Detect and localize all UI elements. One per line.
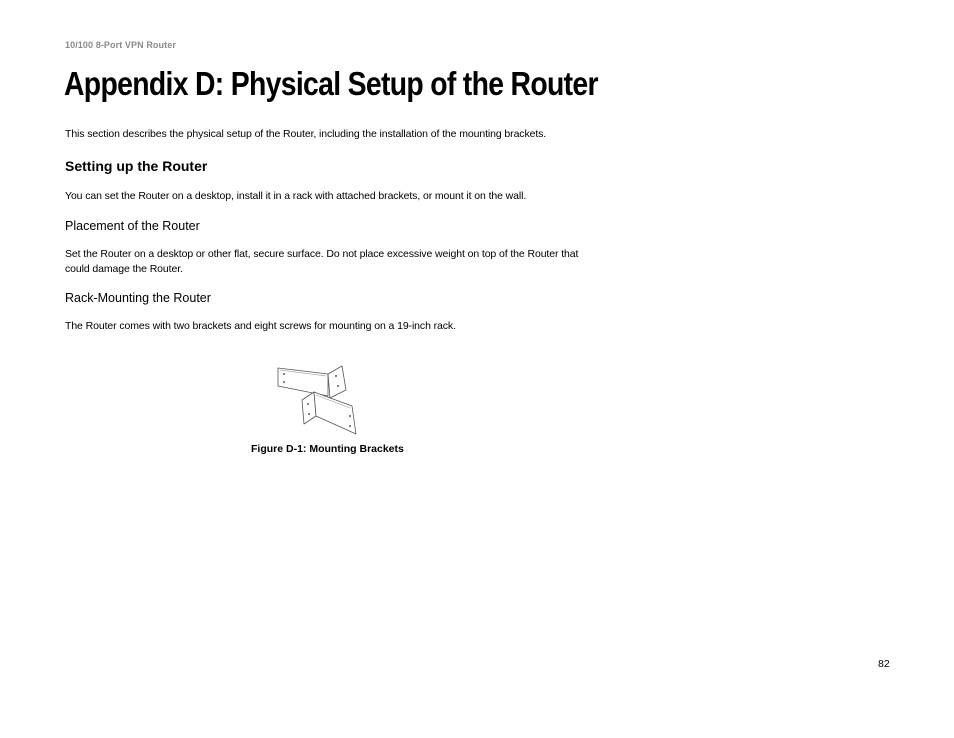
mounting-brackets-illustration (270, 362, 370, 442)
figure-caption: Figure D-1: Mounting Brackets (251, 443, 404, 455)
placement-paragraph (65, 247, 578, 277)
page-number: 82 (878, 658, 890, 670)
subheading-placement: Placement of the Router (65, 219, 200, 233)
setting-up-paragraph: You can set the Router on a desktop, install it in a rack with attached brackets, or mount it on the wall. (65, 190, 527, 202)
mounting-brackets-figure (270, 362, 370, 442)
subheading-rack-mounting: Rack-Mounting the Router (65, 291, 211, 305)
placement-line-2: could damage the Router. (65, 263, 183, 275)
section-heading-setting-up: Setting up the Router (65, 158, 208, 174)
page-title: Appendix D: Physical Setup of the Router (64, 65, 598, 102)
rack-mounting-paragraph: The Router comes with two brackets and eight screws for mounting on a 19-inch rack. (65, 320, 456, 332)
running-header: 10/100 8-Port VPN Router (65, 40, 176, 50)
intro-paragraph: This section describes the physical setup of the Router, including the installation of the mounting brackets. (65, 128, 547, 140)
placement-line-1: Set the Router on a desktop or other flat, secure surface. Do not place excessive weight on top of the Router that (65, 248, 579, 260)
